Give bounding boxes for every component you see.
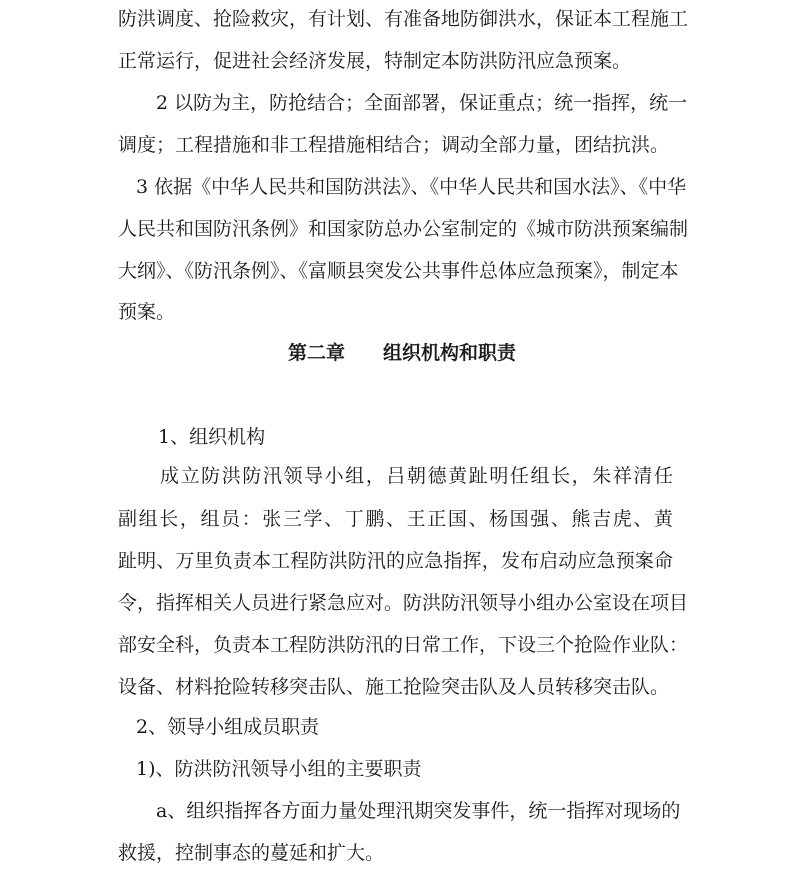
paragraph-line: 副组长，组员：张三学、丁鹏、王正国、杨国强、熊吉虎、黄 xyxy=(118,508,673,530)
paragraph-line: a、组织指挥各方面力量处理汛期突发事件，统一指挥对现场的 xyxy=(156,800,681,822)
paragraph-line: 正常运行，促进社会经济发展，特制定本防洪防汛应急预案。 xyxy=(118,50,632,72)
paragraph-line: 防洪调度、抢险救灾，有计划、有准备地防御洪水，保证本工程施工 xyxy=(118,8,689,30)
paragraph-line: 预案。 xyxy=(118,301,176,323)
paragraph-line: 大纲》、《防汛条例》、《富顺县突发公共事件总体应急预案》，制定本 xyxy=(118,260,679,282)
section-title: 1、组织机构 xyxy=(158,426,266,448)
paragraph-line: 令，指挥相关人员进行紧急应对。防洪防汛领导小组办公室设在项目 xyxy=(118,592,689,614)
paragraph-line: 救援，控制事态的蔓延和扩大。 xyxy=(118,842,385,864)
paragraph-line: 人民共和国防汛条例》和国家防总办公室制定的《城市防洪预案编制 xyxy=(118,218,689,240)
paragraph-line: 3 依据《中华人民共和国防洪法》、《中华人民共和国水法》、《中华 xyxy=(136,176,687,198)
chapter-heading: 第二章 组织机构和职责 xyxy=(288,342,517,364)
paragraph-line: 成立防洪防汛领导小组，吕朝德黄趾明任组长，朱祥清任 xyxy=(160,465,673,487)
paragraph-line: 设备、材料抢险转移突击队、施工抢险突击队及人员转移突击队。 xyxy=(118,676,670,698)
paragraph-line: 2 以防为主，防抢结合；全面部署，保证重点；统一指挥，统一 xyxy=(156,92,688,114)
paragraph-line: 调度；工程措施和非工程措施相结合；调动全部力量，团结抗洪。 xyxy=(118,134,670,156)
subsection-title: 1)、防洪防汛领导小组的主要职责 xyxy=(136,758,422,780)
paragraph-line: 部安全科，负责本工程防洪防汛的日常工作，下设三个抢险作业队： xyxy=(118,634,689,656)
section-title: 2、领导小组成员职责 xyxy=(136,716,320,738)
paragraph-line: 趾明、万里负责本工程防洪防汛的应急指挥，发布启动应急预案命 xyxy=(118,550,673,572)
